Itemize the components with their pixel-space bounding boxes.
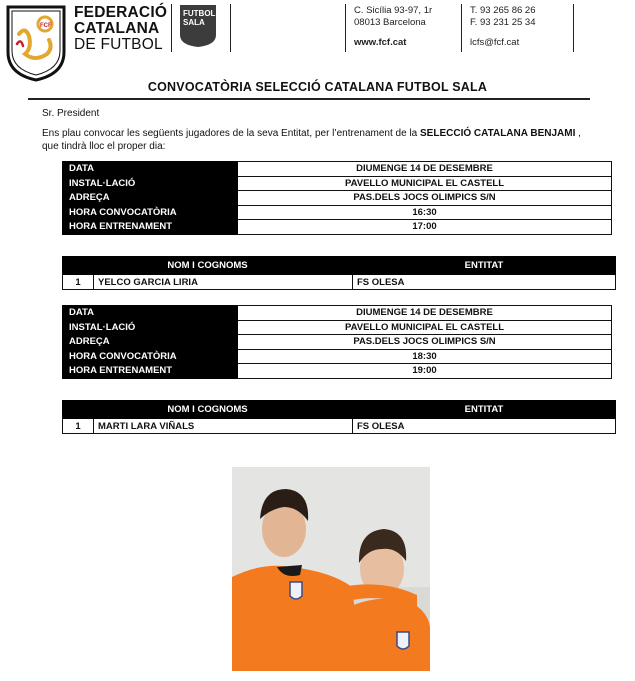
column-header-name: NOM I COGNOMS	[63, 257, 353, 275]
column-header-club: ENTITAT	[353, 401, 616, 419]
player-club: FS OLESA	[353, 275, 616, 290]
session-address: PAS.DELS JOCS OLIMPICS S/N	[238, 191, 612, 206]
session-address: PAS.DELS JOCS OLIMPICS S/N	[238, 335, 612, 350]
badge-line-1: FUTBOL	[183, 9, 216, 18]
header-divider	[230, 4, 231, 52]
table-row	[63, 419, 616, 434]
session-1-players-table	[62, 256, 616, 290]
address-line-2: 08013 Barcelona	[354, 16, 426, 28]
player-club: FS OLESA	[353, 419, 616, 434]
badge-line-2: SALA	[183, 18, 205, 27]
phone-number: T. 93 265 86 26	[470, 5, 536, 16]
table-row: DATA DIUMENGE 14 DE DESEMBRE	[63, 162, 612, 177]
futbol-sala-badge	[180, 5, 216, 47]
website-link[interactable]: www.fcf.cat	[354, 37, 407, 48]
table-row	[63, 275, 616, 290]
document-title: CONVOCATÒRIA SELECCIÓ CATALANA FUTBOL SALA	[147, 80, 488, 94]
header-divider	[573, 4, 574, 52]
session-date: DIUMENGE 14 DE DESEMBRE	[238, 162, 612, 177]
table-row: INSTAL·LACIÓ PAVELLO MUNICIPAL EL CASTELL	[63, 176, 612, 191]
title-underline	[28, 98, 590, 100]
fax-number: F. 93 231 25 34	[470, 16, 536, 28]
selection-name: SELECCIÓ CATALANA BENJAMI	[420, 128, 576, 139]
table-row: ADREÇA PAS.DELS JOCS OLIMPICS S/N	[63, 191, 612, 206]
session-2-players-table	[62, 400, 616, 434]
header-divider	[171, 4, 172, 52]
table-row: HORA CONVOCATÒRIA 18:30	[63, 349, 612, 364]
session-venue: PAVELLO MUNICIPAL EL CASTELL	[238, 320, 612, 335]
column-header-club: ENTITAT	[353, 257, 616, 275]
brand-line-2: CATALANA	[74, 20, 160, 37]
header-divider	[345, 4, 346, 52]
session-date: DIUMENGE 14 DE DESEMBRE	[238, 306, 612, 321]
address-block	[354, 5, 432, 28]
header-divider	[461, 4, 462, 52]
federation-name	[74, 5, 167, 53]
brand-line-3: DE FUTBOL	[74, 36, 163, 53]
table-row: HORA ENTRENAMENT 17:00	[63, 220, 612, 235]
call-time: 16:30	[238, 205, 612, 220]
session-2-info-table	[62, 305, 612, 379]
session-venue: PAVELLO MUNICIPAL EL CASTELL	[238, 176, 612, 191]
table-row: DATA DIUMENGE 14 DE DESEMBRE	[63, 306, 612, 321]
table-row: ADREÇA PAS.DELS JOCS OLIMPICS S/N	[63, 335, 612, 350]
phone-block	[470, 5, 536, 28]
intro-paragraph: Ens plau convocar les següents jugadores de la seva Entitat, per l’entrenament de la SELECCIÓ CATALANA BENJAMI , que tindrà lloc el proper dia:	[42, 128, 581, 152]
training-time: 17:00	[238, 220, 612, 235]
player-name: MARTI LARA VIÑALS	[94, 419, 353, 434]
call-time: 18:30	[238, 349, 612, 364]
table-row: HORA ENTRENAMENT 19:00	[63, 364, 612, 379]
intro-line-2: que tindrà lloc el proper dia:	[42, 141, 166, 152]
player-number: 1	[63, 419, 94, 434]
player-name: YELCO GARCIA LIRIA	[94, 275, 353, 290]
session-1-info-table	[62, 161, 612, 235]
greeting: Sr. President	[42, 108, 100, 119]
column-header-name: NOM I COGNOMS	[63, 401, 353, 419]
brand-line-1: FEDERACIÓ	[74, 4, 168, 21]
address-line-1: C. Sicília 93-97, 1r	[354, 5, 433, 16]
email-link[interactable]: lcfs@fcf.cat	[470, 37, 520, 48]
table-header	[63, 401, 616, 419]
players-photo	[232, 467, 430, 671]
table-row: HORA CONVOCATÒRIA 16:30	[63, 205, 612, 220]
player-number: 1	[63, 275, 94, 290]
fcf-logo	[5, 4, 67, 82]
training-time: 19:00	[238, 364, 612, 379]
table-row: INSTAL·LACIÓ PAVELLO MUNICIPAL EL CASTELL	[63, 320, 612, 335]
table-header	[63, 257, 616, 275]
svg-text:FCF: FCF	[40, 23, 52, 29]
